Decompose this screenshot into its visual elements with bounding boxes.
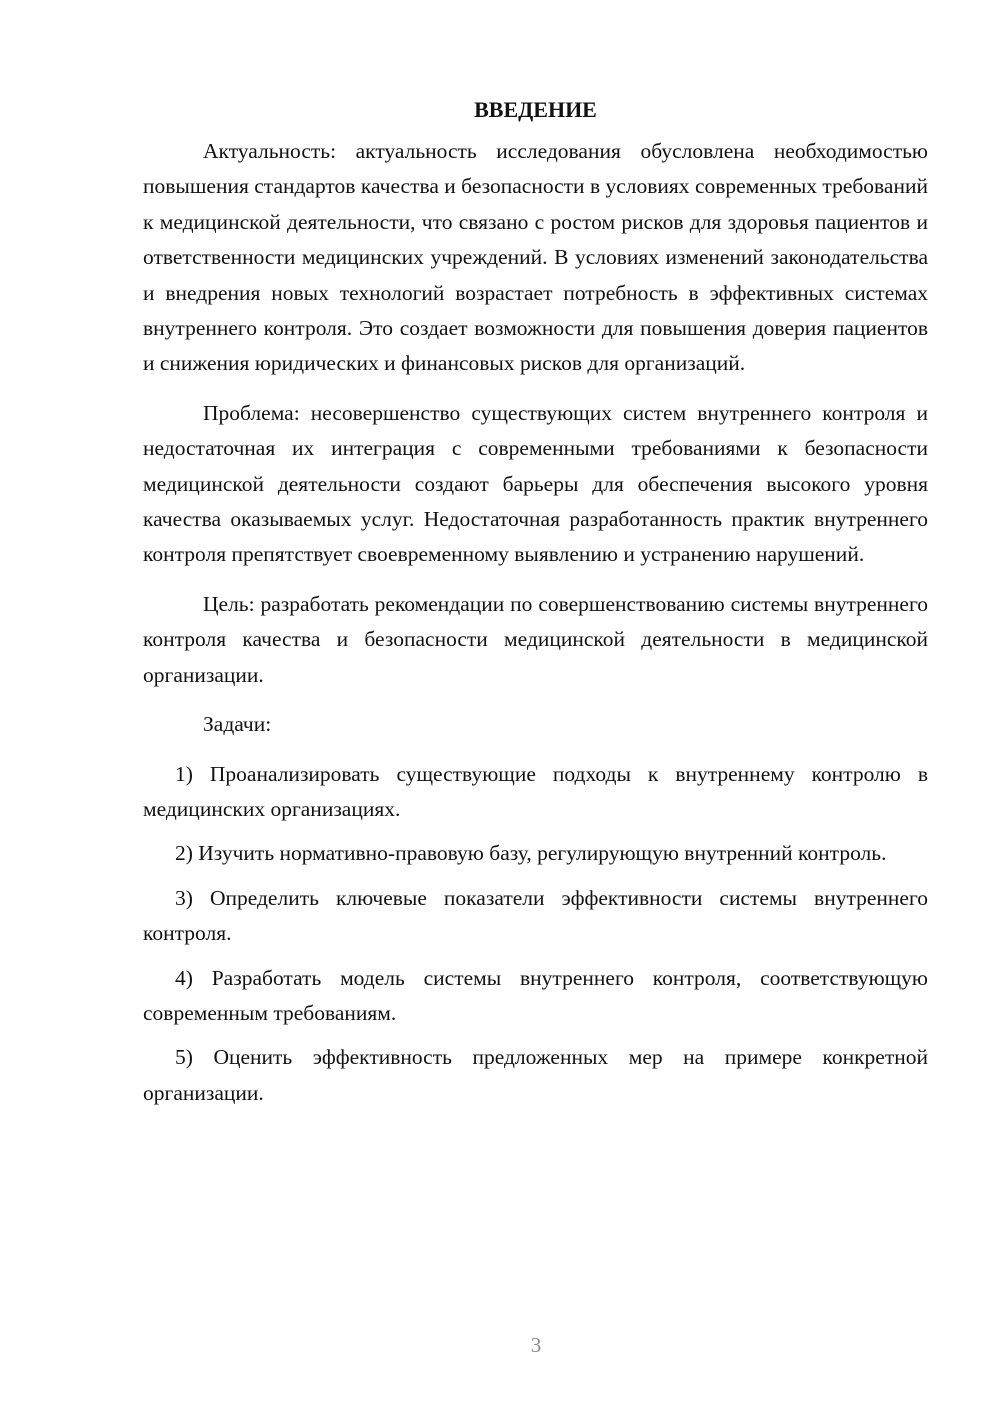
document-page	[143, 92, 928, 1120]
task-item-4: 4) Разработать модель системы внутреннего контроля, соответствующую современным требованиям.	[143, 965, 928, 1025]
goal-paragraph: Цель: разработать рекомендации по совершенствованию системы внутреннего контроля качества и безопасности медицинской деятельности в медицинской организации.	[143, 591, 928, 687]
problem-paragraph: Проблема: несовершенство существующих систем внутреннего контроля и недостаточная их интеграция с современными требованиями к безопасности медицинской деятельности создают барьеры для обеспечения высокого уровня качества оказываемых услуг. Недостаточная разработанность практик внутреннего контроля препятствует своевременному выявлению и устранению нарушений.	[143, 400, 928, 567]
task-item-2: 2) Изучить нормативно-правовую базу, регулирующую внутренний контроль.	[175, 841, 887, 866]
task-item-1: 1) Проанализировать существующие подходы к внутреннему контролю в медицинских организациях.	[143, 761, 928, 821]
task-item-3: 3) Определить ключевые показатели эффективности системы внутреннего контроля.	[143, 885, 928, 946]
tasks-label: Задачи:	[203, 712, 272, 737]
section-heading: ВВЕДЕНИЕ	[474, 97, 597, 122]
page-number: 3	[530, 1333, 542, 1357]
relevance-paragraph: Актуальность: актуальность исследования обусловлена необходимостью повышения стандартов качества и безопасности в условиях современных требований к медицинской деятельности, что связано с ростом рисков для здоровья пациентов и ответственности медицинских учреждений. В условиях изменений законодательства и внедрения новых технологий возрастает потребность в эффективных системах внутреннего контроля. Это создает возможности для повышения доверия пациентов и снижения юридических и финансовых рисков для организаций.	[143, 139, 928, 376]
task-item-5: 5) Оценить эффективность предложенных мер на примере конкретной организации.	[143, 1045, 928, 1105]
